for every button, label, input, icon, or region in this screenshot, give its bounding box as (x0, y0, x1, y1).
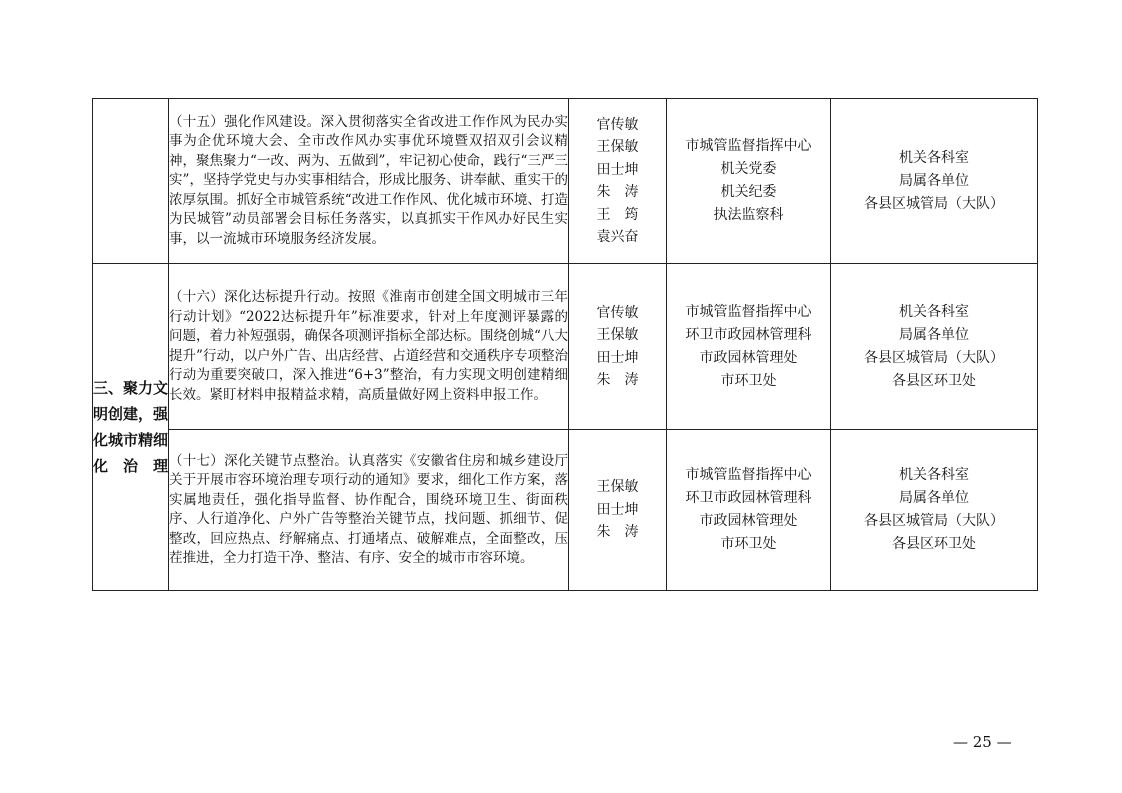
responsible-departments (831, 430, 1038, 591)
responsible-departments (831, 99, 1038, 264)
unit-name: 市政园林管理处 (699, 349, 798, 366)
leader-name: 朱 涛 (596, 372, 639, 388)
leader-name: 田士坤 (596, 161, 639, 178)
unit-name: 市环卫处 (720, 372, 777, 389)
leader-name: 官传敏 (596, 304, 639, 321)
table-row (93, 99, 1038, 264)
dept-name: 局属各单位 (899, 172, 969, 189)
responsible-leaders (569, 99, 667, 264)
dept-name: 各县区城管局（大队） (864, 195, 1004, 212)
lead-units (667, 99, 831, 264)
dept-name: 机关各科室 (899, 303, 969, 320)
leader-name: 朱 涛 (596, 184, 639, 200)
task-description: （十五）强化作风建设。深入贯彻落实全省改进工作作风为民办实事为企优环境大会、全市改作风办实事优环境暨双招双引会议精神，聚焦聚力“一改、两为、五做到”，牢记初心使命，践行“三严三实”，坚持学党史与办实事相结合，形成比服务、讲奉献、重实干的浓厚氛围。抓好全市城管系统“改进工作作风、优化城市环境、打造为民城管”动员部署会目标任务落实，以真抓实干作风办好民生实事，以一流城市环境服务经济发展。 (169, 99, 569, 264)
leader-name: 王保敏 (596, 327, 639, 343)
table-row (93, 430, 1038, 591)
dept-name: 各县区城管局（大队） (864, 349, 1004, 366)
unit-name: 市城管监督指挥中心 (685, 138, 812, 154)
responsible-leaders (569, 264, 667, 430)
unit-name: 市城管监督指挥中心 (685, 303, 812, 320)
task-table (92, 98, 1038, 591)
responsible-departments (831, 264, 1038, 430)
table-row (93, 264, 1038, 430)
dept-name: 机关各科室 (899, 467, 969, 483)
category-cell-empty (93, 99, 169, 264)
leader-name: 田士坤 (596, 349, 639, 366)
unit-name: 环卫市政园林管理科 (685, 490, 812, 506)
task-description: （十七）深化关键节点整治。认真落实《安徽省住房和城乡建设厅关于开展市容环境治理专项行动的通知》要求，细化工作方案，落实属地责任，强化指导监督、协作配合，围绕环境卫生、街面秩序、人行道净化、户外广告等整治关键节点，找问题、抓细节、促整改，回应热点、纾解痛点、打通堵点、破解难点，全面整改，压茬推进，全力打造干净、整洁、有序、安全的城市市容环境。 (169, 430, 569, 591)
leader-name: 田士坤 (596, 501, 639, 518)
page-number: — 25 — (953, 733, 1012, 751)
unit-name: 市城管监督指挥中心 (685, 467, 812, 483)
unit-name: 市环卫处 (720, 536, 777, 552)
dept-name: 局属各单位 (899, 490, 969, 506)
category-cell: 三、聚力文明创建，强化城市精细化治理 (93, 264, 169, 591)
dept-name: 机关各科室 (899, 149, 969, 166)
leader-name: 袁兴奋 (596, 229, 639, 245)
unit-name: 市政园林管理处 (699, 513, 798, 529)
unit-name: 环卫市政园林管理科 (685, 326, 812, 343)
unit-name: 机关纪委 (720, 184, 777, 200)
responsible-leaders (569, 430, 667, 591)
leader-name: 王 筠 (596, 206, 639, 223)
leader-name: 王保敏 (596, 139, 639, 155)
dept-name: 各县区环卫处 (892, 536, 976, 552)
task-description: （十六）深化达标提升行动。按照《淮南市创建全国文明城市三年行动计划》“2022达标提升年”标准要求，针对上年度测评暴露的问题，着力补短强弱，确保各项测评指标全部达标。围绕创城“八大提升”行动，以户外广告、出店经营、占道经营和交通秩序专项整治行动为重要突破口，深入推进“6+3”整治，有力实现文明创建精细长效。紧盯材料申报精益求精，高质量做好网上资料申报工作。 (169, 264, 569, 430)
leader-name: 朱 涛 (596, 524, 639, 541)
lead-units (667, 264, 831, 430)
unit-name: 执法监察科 (713, 207, 784, 223)
dept-name: 各县区城管局（大队） (864, 513, 1004, 529)
dept-name: 局属各单位 (899, 326, 969, 343)
dept-name: 各县区环卫处 (892, 372, 976, 389)
leader-name: 王保敏 (596, 479, 639, 496)
lead-units (667, 430, 831, 591)
leader-name: 官传敏 (596, 116, 639, 133)
unit-name: 机关党委 (720, 161, 777, 177)
